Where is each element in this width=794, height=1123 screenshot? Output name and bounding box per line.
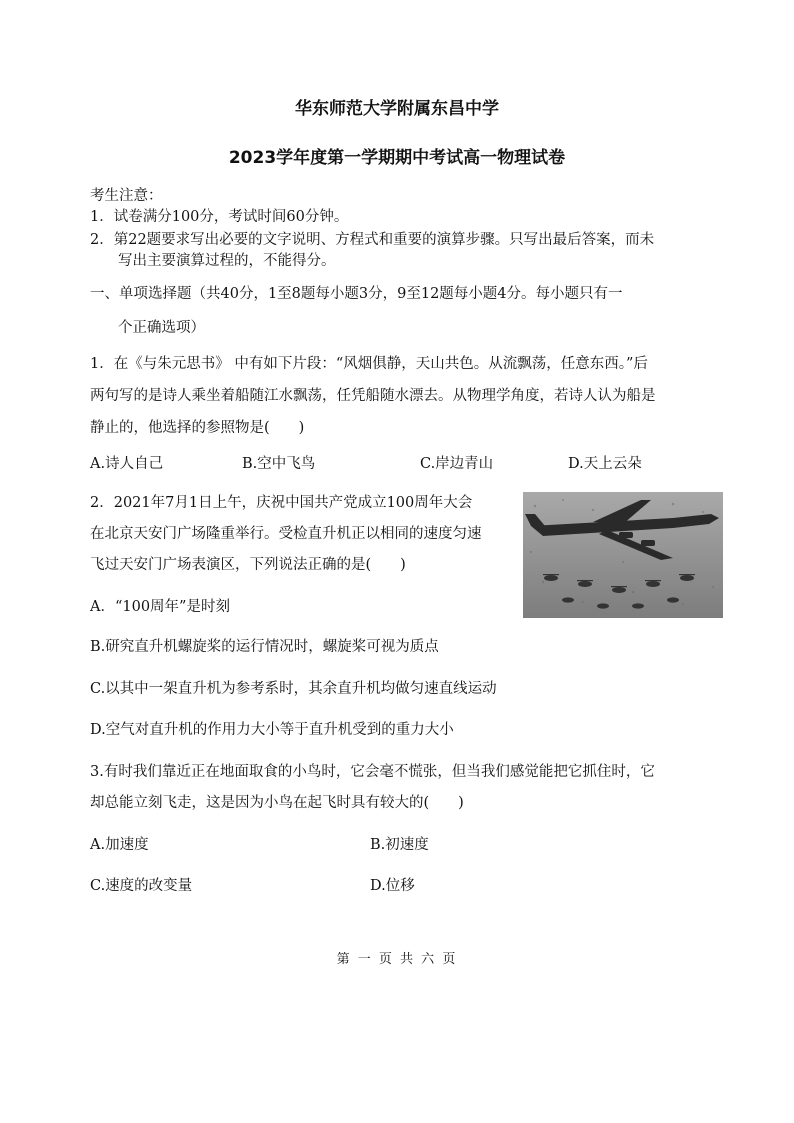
q3-stem-line-2: 却总能立刻飞走，这是因为小鸟在起飞时具有较大的( ) [90,795,464,811]
notice-heading: 考生注意： [90,188,163,204]
q2-option-d: D.空气对直升机的作用力大小等于直升机受到的重力大小 [90,722,454,738]
notice-item-1: 1．试卷满分100分，考试时间60分钟。 [90,209,349,225]
helicopter-formation-photo [523,492,723,618]
page-footer: 第 一 页 共 六 页 [336,952,458,967]
q3-option-b: B.初速度 [370,837,429,853]
q3-stem-line-1: 3.有时我们靠近正在地面取食的小鸟时，它会毫不慌张，但当我们感觉能把它抓住时，它 [90,764,655,780]
section-1-heading-line-1: 一、单项选择题（共40分，1至8题每小题3分，9至12题每小题4分。每小题只有一 [90,286,623,302]
helicopter-photo-graphic [523,492,723,618]
school-name: 华东师范大学附属东昌中学 [295,99,499,119]
q2-option-a: A．“100周年”是时刻 [90,599,230,615]
notice-item-2-line-1: 2．第22题要求写出必要的文字说明、方程式和重要的演算步骤。只写出最后答案，而未 [90,232,655,248]
section-1-heading-line-2: 个正确选项） [118,320,205,336]
q2-option-b: B.研究直升机螺旋桨的运行情况时，螺旋桨可视为质点 [90,639,439,655]
q3-option-c: C.速度的改变量 [90,878,193,894]
q1-option-b: B.空中飞鸟 [242,456,316,472]
q2-stem-line-2: 在北京天安门广场隆重举行。受检直升机正以相同的速度匀速 [90,526,482,542]
exam-title: 2023学年度第一学期期中考试高一物理试卷 [228,148,566,168]
q1-stem-line-1: 1．在《与朱元思书》 中有如下片段：“风烟俱静，天山共色。从流飘荡，任意东西。”后 [90,356,648,372]
notice-item-2-line-2: 写出主要演算过程的，不能得分。 [118,253,336,269]
q2-stem-line-1: 2．2021年7月1日上午，庆祝中国共产党成立100周年大会 [90,495,473,511]
q1-stem-line-2: 两句写的是诗人乘坐着船随江水飘荡，任凭船随水漂去。从物理学角度，若诗人认为船是 [90,388,656,404]
q1-option-c: C.岸边青山 [420,456,494,472]
q1-option-a: A.诗人自己 [90,456,164,472]
q3-option-a: A.加速度 [90,837,149,853]
q3-option-d: D.位移 [370,878,415,894]
q2-option-c: C.以其中一架直升机为参考系时，其余直升机均做匀速直线运动 [90,681,497,697]
q2-stem-line-3: 飞过天安门广场表演区，下列说法正确的是( ) [90,557,406,573]
q1-option-d: D.天上云朵 [568,456,642,472]
q1-stem-line-3: 静止的，他选择的参照物是( ) [90,420,305,436]
